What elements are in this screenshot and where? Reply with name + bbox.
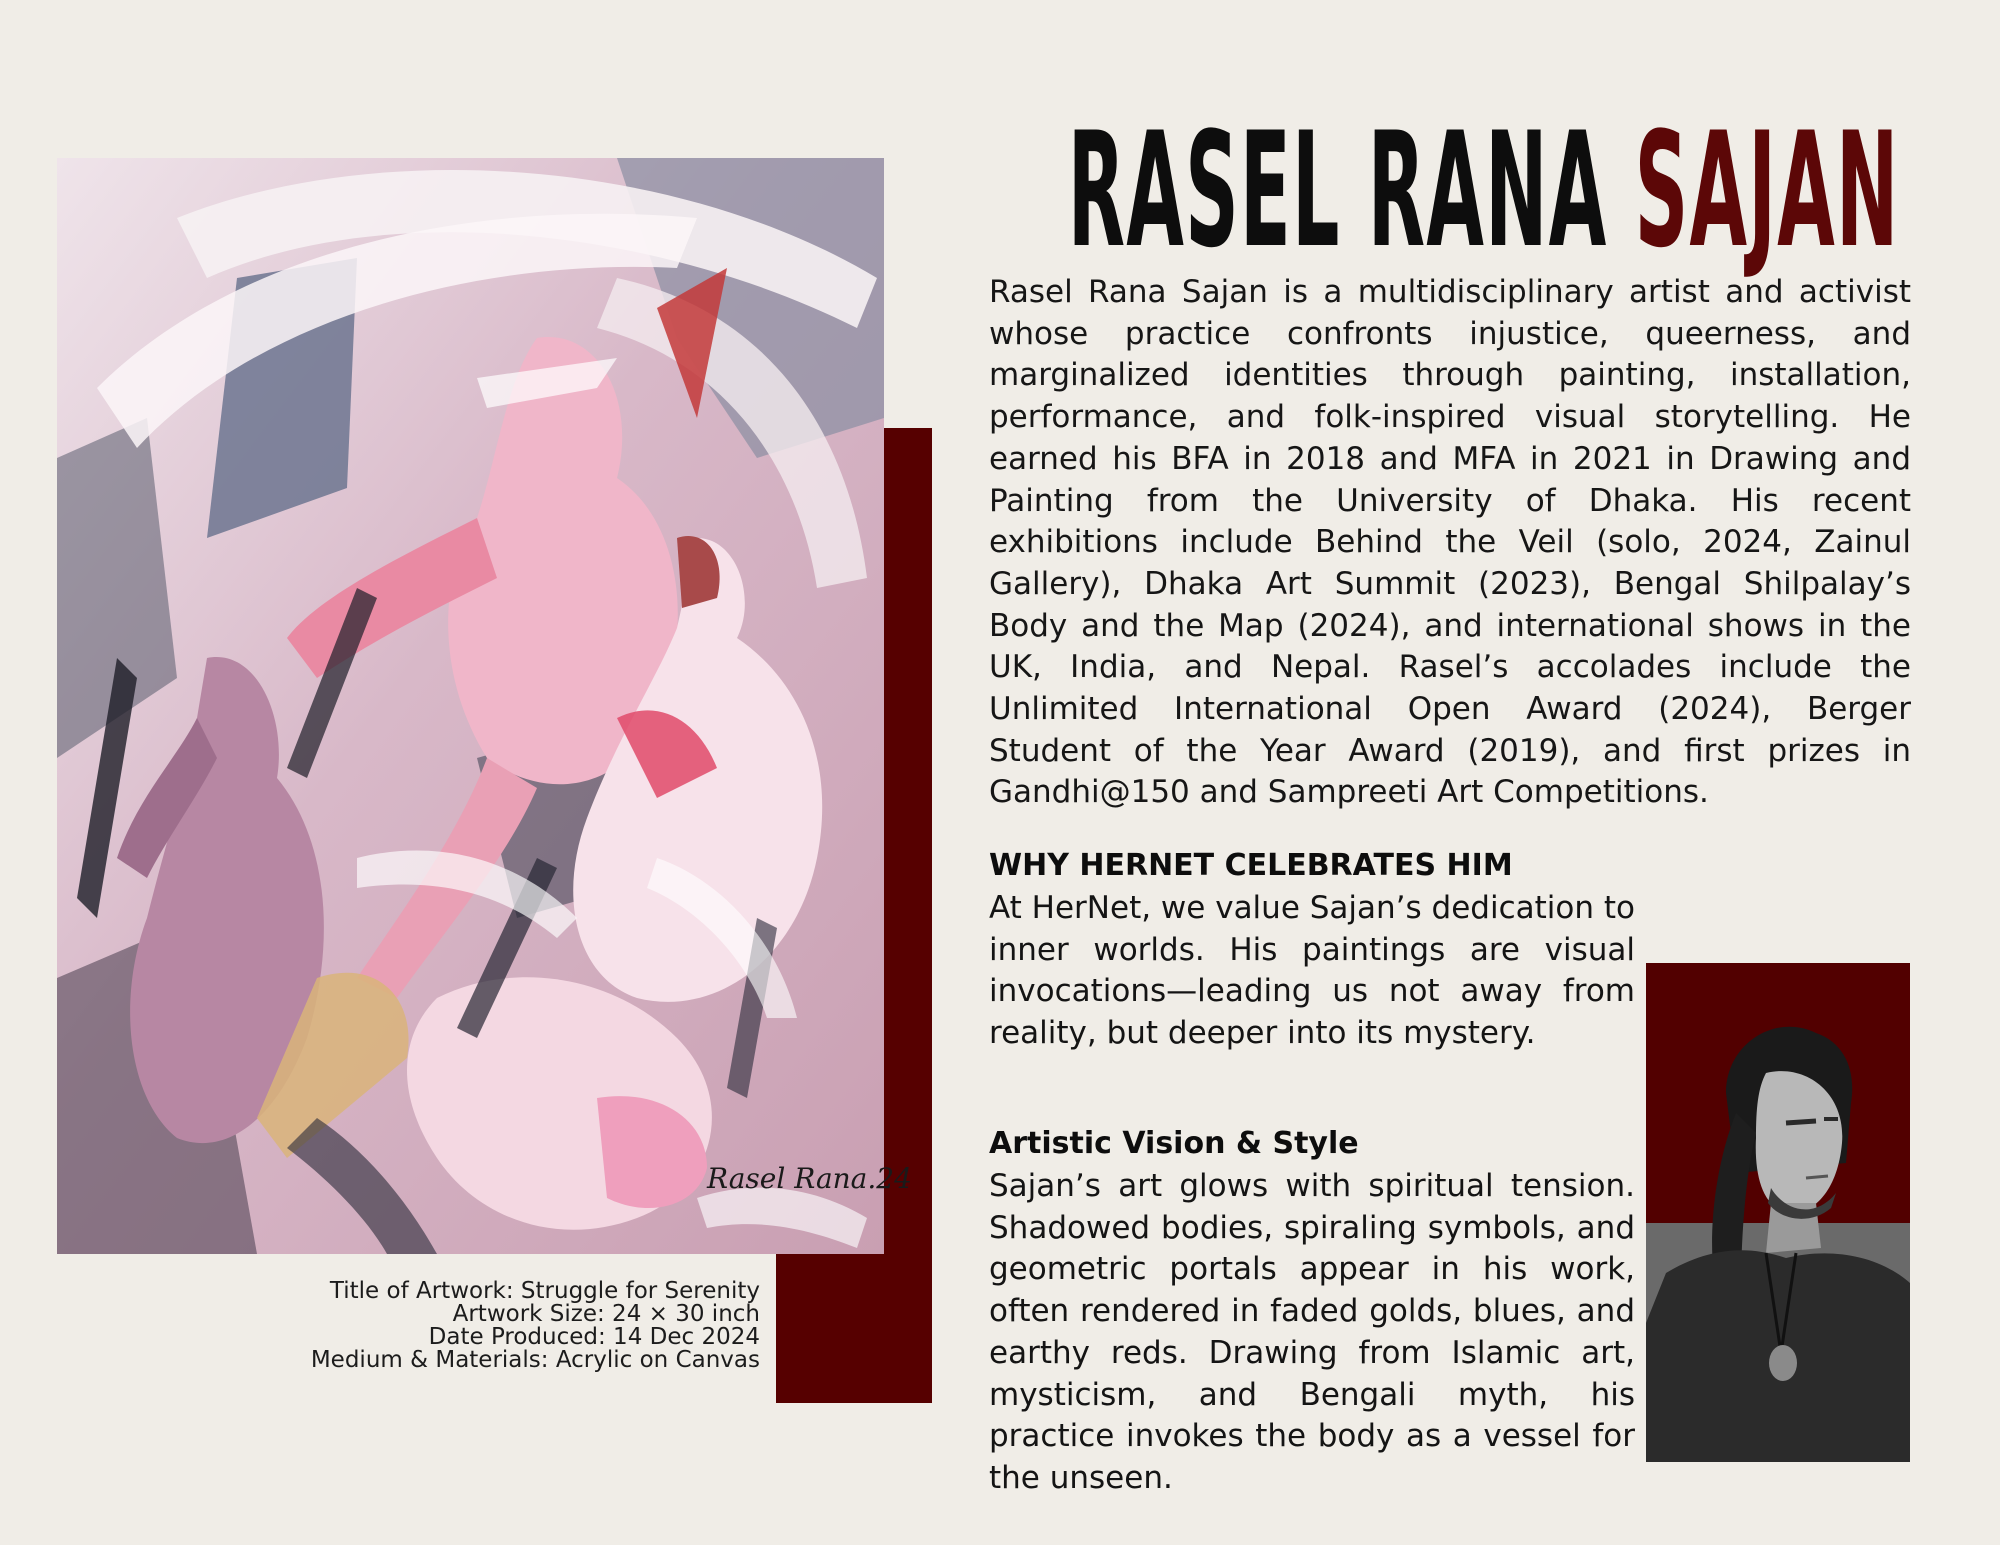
artist-name-heading bbox=[1068, 80, 1900, 304]
artwork-size: Artwork Size: 24 × 30 inch bbox=[452, 1301, 760, 1327]
artist-bio: Rasel Rana Sajan is a multidisciplinary artist and activist whose practice confronts injustice, queerness, and marginalized identities through painting, installation, performance, and folk-inspired visual storytelling. He earned his BFA in 2018 and MFA in 2021 in Drawing and Painting from the University of Dhaka. His recent exhibitions include Behind the Veil (solo, 2024, Zainul Gallery), Dhaka Art Summit (2023), Bengal Shilpalay’s Body and the Map (2024), and international shows in the UK, India, and Nepal. Rasel’s accolades include the Unlimited International Open Award (2024), Berger Student of the Year Award (2019), and first prizes in Gandhi@150 and Sampreeti Art Competitions. bbox=[989, 274, 1911, 811]
artist-first-names: RASEL RANA bbox=[1068, 99, 1608, 284]
vision-heading: Artistic Vision & Style bbox=[989, 1126, 1359, 1161]
artwork-painting bbox=[57, 158, 912, 1254]
vision-body: Sajan’s art glows with spiritual tension. Shadowed bodies, spiraling symbols, and geometric portals appear in his work, often rendered in faded golds, blues, and earthy reds. Drawing from Islamic art, mysticism, and Bengali myth, his practice invokes the body as a vessel for the unseen. bbox=[989, 1168, 1635, 1496]
why-body: At HerNet, we value Sajan’s dedication to inner worlds. His paintings are visual invocations—leading us not away from reality, but deeper into its mystery. bbox=[989, 890, 1635, 1052]
artwork-caption bbox=[240, 1280, 760, 1372]
artist-portrait bbox=[1646, 963, 1910, 1462]
painting-signature: Rasel Rana.24 bbox=[707, 1162, 912, 1195]
artwork-medium: Medium & Materials: Acrylic on Canvas bbox=[310, 1347, 760, 1373]
why-heading: WHY HERNET CELEBRATES HIM bbox=[989, 848, 1513, 883]
artwork-date: Date Produced: 14 Dec 2024 bbox=[428, 1324, 760, 1350]
artist-last-name: SAJAN bbox=[1635, 99, 1900, 284]
artwork-title: Title of Artwork: Struggle for Serenity bbox=[329, 1278, 760, 1304]
